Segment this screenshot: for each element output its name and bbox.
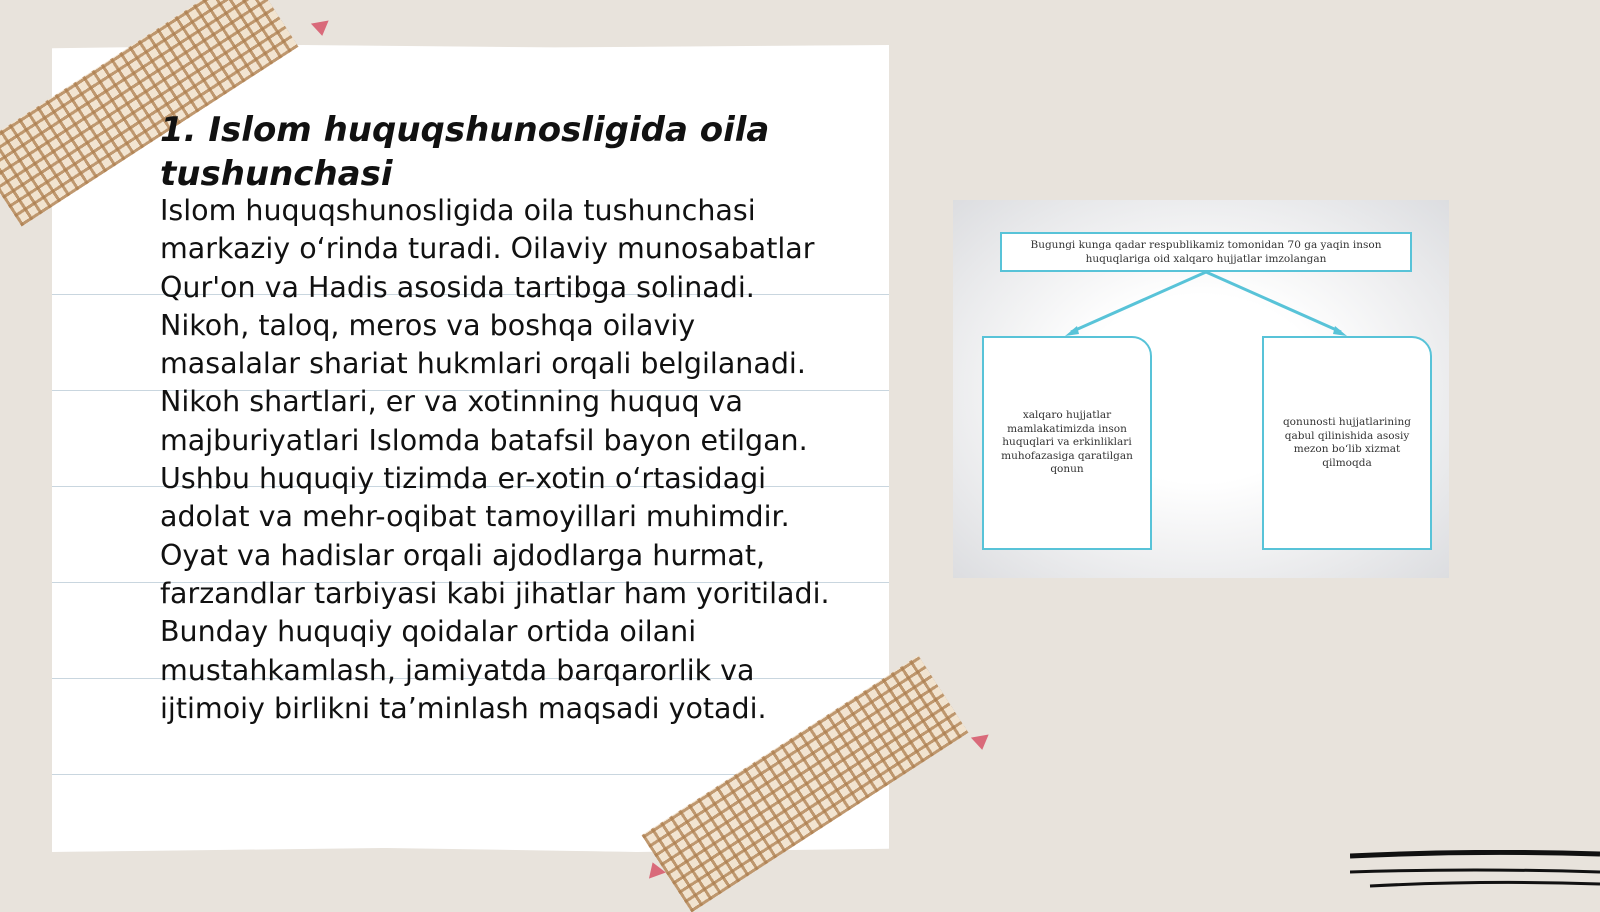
stripe-line (1350, 852, 1600, 856)
arrow-right (1206, 272, 1341, 332)
decorative-stripes (1350, 850, 1600, 890)
arrow-left-head (1065, 326, 1079, 336)
diagram-top-box: Bugungi kunga qadar respublikamiz tomonidan 70 ga yaqin inson huquqlariga oid xalqaro hujjatlar imzolangan (1000, 232, 1412, 272)
diagram-left-box (982, 336, 1152, 550)
pin-icon (311, 21, 331, 38)
arrow-right-head (1333, 326, 1347, 336)
diagram-right-text: qonunosti hujjatlarining qabul qilinishida asosiy mezon bo‘lib xizmat qilmoqda (1282, 416, 1412, 469)
diagram-image (953, 200, 1449, 578)
slide-text (160, 108, 840, 728)
stripe-line (1370, 882, 1600, 886)
pin-icon (971, 735, 991, 752)
diagram-right-box (1262, 336, 1432, 550)
slide-title: 1. Islom huquqshunosligida oila tushunchasi (160, 110, 770, 194)
stripe-line (1350, 870, 1600, 872)
diagram-left-text: xalqaro hujjatlar mamlakatimizda inson huquqlari va erkinliklari muhofazasiga qaratilgan qonun (1001, 409, 1133, 476)
slide-body: Islom huquqshunosligida oila tushunchasi markaziy o‘rinda turadi. Oilaviy munosabatlar Qur'on va Hadis asosida tartibga solinadi. Nikoh, taloq, meros va boshqa oilaviy masalalar shariat hukmlari orqali belgilanadi. Nikoh shartlari, er va xotinning huquq va majburiyatlari Islomda batafsil bayon etilgan. Ushbu huquqiy tizimda er-xotin o‘rtasidagi adolat va mehr-oqibat tamoyillari muhimdir. Oyat va hadislar orqali ajdodlarga hurmat, farzandlar tarbiyasi kabi jihatlar ham yoritiladi. Bunday huquqiy qoidalar ortida oilani mustahkamlash, jamiyatda barqarorlik va ijtimoiy birlikni ta’minlash maqsadi yotadi. (160, 194, 830, 725)
arrow-left (1071, 272, 1206, 332)
